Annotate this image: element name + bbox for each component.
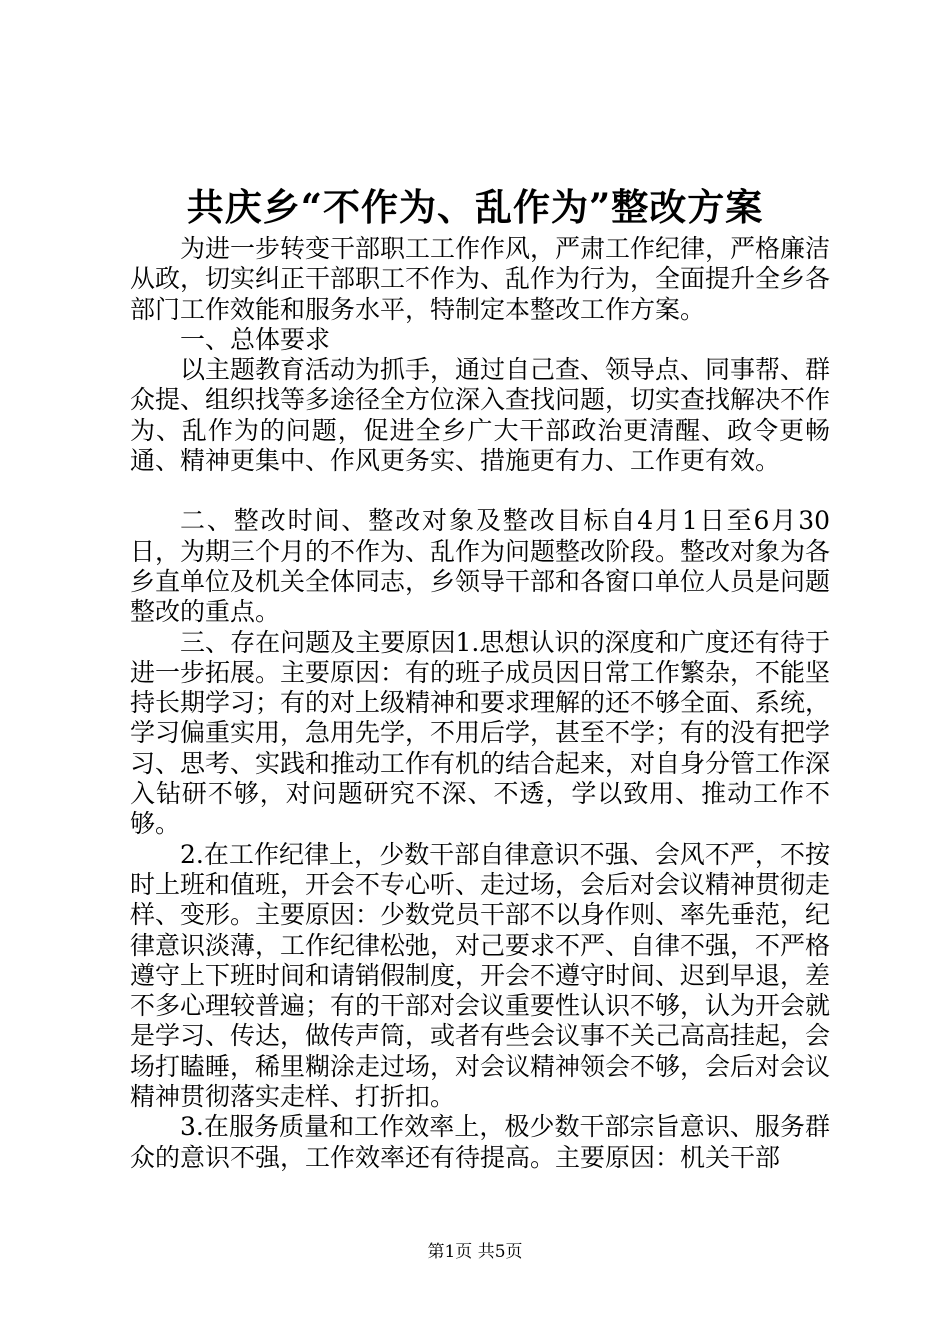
document-body [130,234,830,1173]
service-quality-paragraph: 3.在服务质量和工作效率上，极少数干部宗旨意识、服务群众的意识不强，工作效率还有待提高。主要原因：机关干部 [130,1112,830,1172]
intro-paragraph: 为进一步转变干部职工工作作风，严肃工作纪律，严格廉洁从政，切实纠正干部职工不作为、乱作为行为，全面提升全乡各部门工作效能和服务水平，特制定本整改工作方案。 [130,234,831,324]
rectification-time-paragraph: 二、整改时间、整改对象及整改目标自4月1日至6月30日，为期三个月的不作为、乱作为问题整改阶段。整改对象为各乡直单位及机关全体同志，乡领导干部和各窗口单位人员是问题整改的重点。 [130,506,831,627]
section-heading-general-requirements: 一、总体要求 [180,324,331,354]
work-discipline-paragraph: 2.在工作纪律上，少数干部自律意识不强、会风不严，不按时上班和值班，开会不专心听、走过场，会后对会议精神贯彻走样、变形。主要原因：少数党员干部不以身作则、率先垂范，纪律意识淡薄，工作纪律松弛，对己要求不严、自律不强，不严格遵守上下班时间和请销假制度，开会不遵守时间、迟到早退，差不多心理较普遍；有的干部对会议重要性认识不够，认为开会就是学习、传达，做传声筒，或者有些会议事不关己高高挂起，会场打瞌睡，稀里糊涂走过场，对会议精神领会不够，会后对会议精神贯彻落实走样、打折扣。 [130,839,831,1112]
paragraph-spacer [130,476,830,506]
document-title: 共庆乡“不作为、乱作为”整改方案 [186,185,764,229]
problems-paragraph: 三、存在问题及主要原因1.思想认识的深度和广度还有待于进一步拓展。主要原因：有的班子成员因日常工作繁杂，不能坚持长期学习；有的对上级精神和要求理解的还不够全面、系统，学习偏重实用，急用先学，不用后学，甚至不学；有的没有把学习、思考、实践和推动工作有机的结合起来，对自身分管工作深入钻研不够，对问题研究不深、不透，学以致用、推动工作不够。 [130,627,831,839]
general-requirements-paragraph: 以主题教育活动为抓手，通过自己查、领导点、同事帮、群众提、组织找等多途径全方位深入查找问题，切实查找解决不作为、乱作为的问题，促进全乡广大干部政治更清醒、政令更畅通、精神更集中、作风更务实、措施更有力、工作更有效。 [130,355,831,476]
page-number-footer: 第1页 共5页 [427,1242,523,1262]
